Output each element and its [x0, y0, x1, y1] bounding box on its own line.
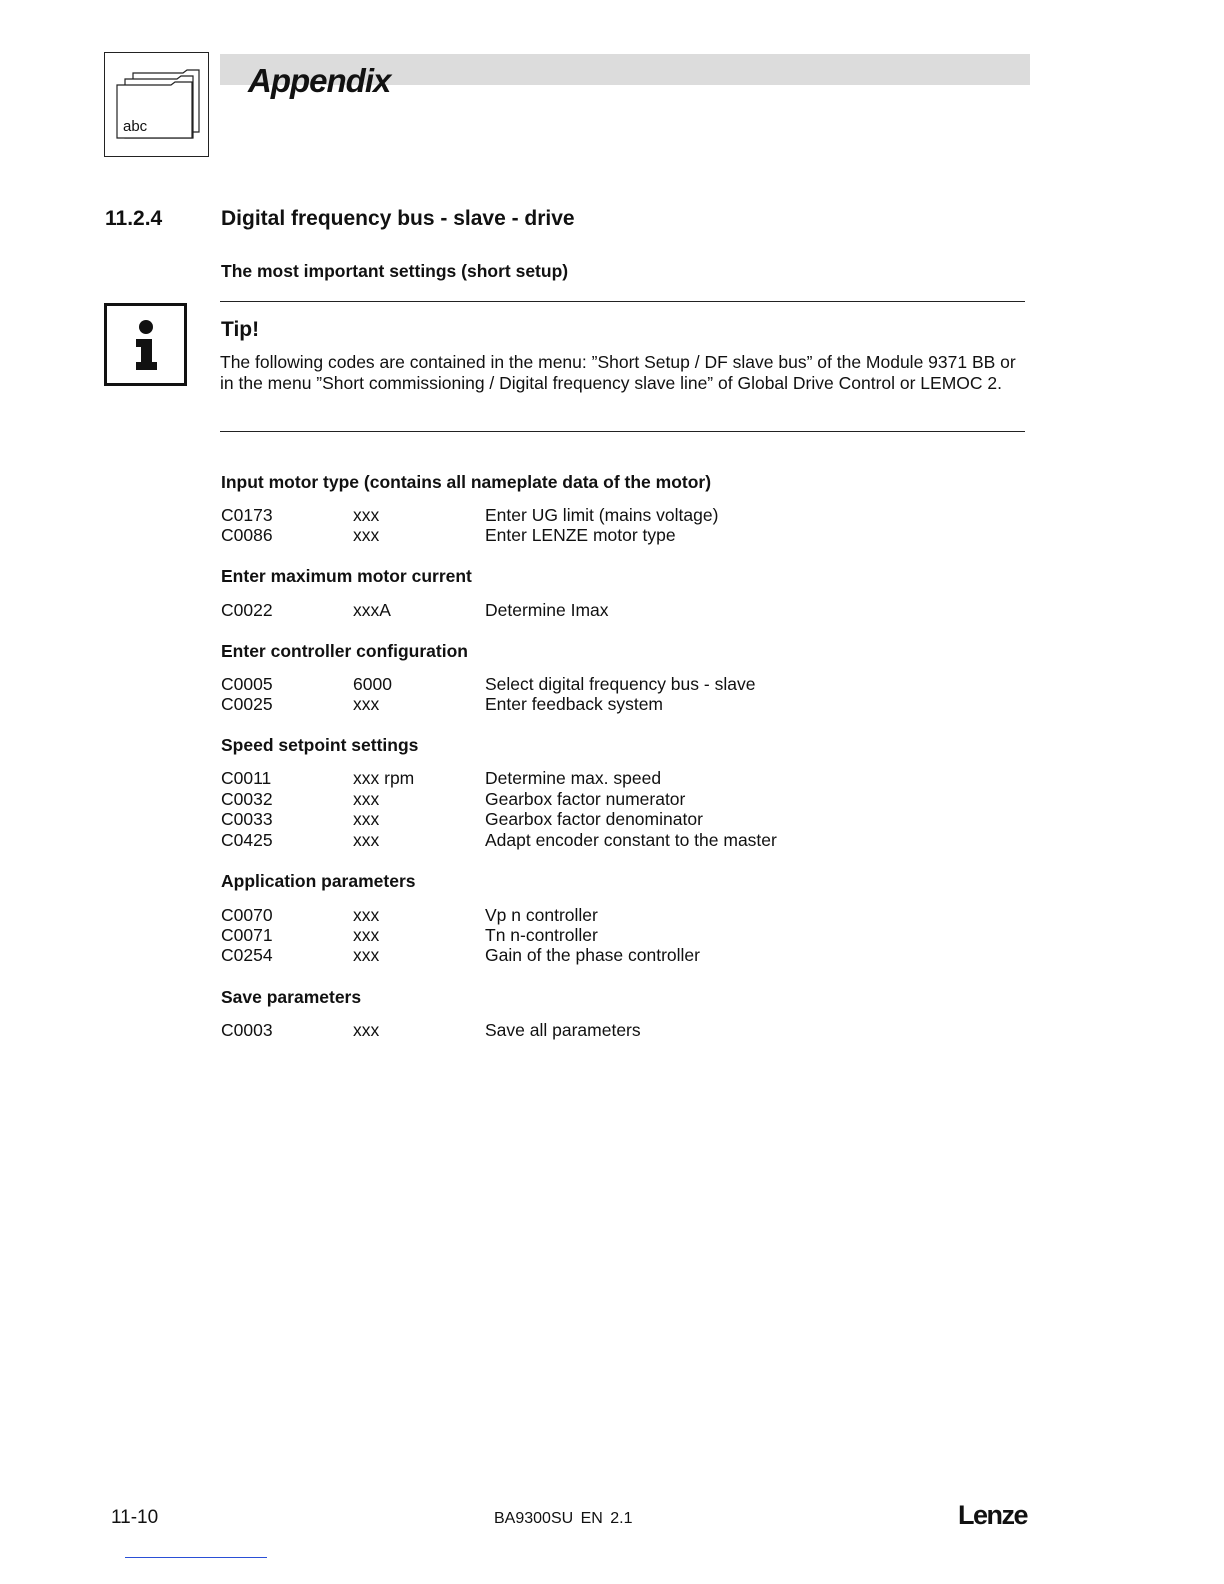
param-desc: Gain of the phase controller — [485, 945, 700, 965]
param-value: 6000 — [353, 674, 392, 694]
group-heading-controller-config: Enter controller configuration — [221, 641, 468, 661]
param-value: xxxA — [353, 600, 391, 620]
param-code: C0022 — [221, 600, 273, 620]
chapter-icon-label: abc — [123, 118, 148, 135]
footer-link-underline — [125, 1557, 267, 1558]
param-code: C0425 — [221, 830, 273, 850]
param-desc: Determine Imax — [485, 600, 609, 620]
param-code: C0070 — [221, 905, 273, 925]
param-code: C0173 — [221, 505, 273, 525]
param-desc: Save all parameters — [485, 1020, 641, 1040]
param-desc: Enter UG limit (mains voltage) — [485, 505, 719, 525]
divider-top — [220, 301, 1025, 302]
group-heading-motor-type: Input motor type (contains all nameplate data of the motor) — [221, 472, 712, 492]
param-code: C0011 — [221, 768, 272, 788]
group-heading-speed-setpoint: Speed setpoint settings — [221, 735, 419, 755]
param-code: C0003 — [221, 1020, 273, 1040]
tip-title: Tip! — [221, 318, 260, 341]
param-value: xxx — [353, 525, 380, 545]
param-code: C0254 — [221, 945, 273, 965]
param-value: xxx — [353, 925, 380, 945]
param-desc: Gearbox factor numerator — [485, 789, 686, 809]
param-code: C0086 — [221, 525, 273, 545]
param-desc: Enter feedback system — [485, 694, 663, 714]
param-code: C0032 — [221, 789, 273, 809]
param-desc: Select digital frequency bus - slave — [485, 674, 756, 694]
param-value: xxx — [353, 694, 380, 714]
brand-logo: Lenze — [958, 1500, 1028, 1530]
param-value: xxx — [353, 789, 380, 809]
folder-stack-icon — [105, 53, 210, 158]
param-desc: Vp n controller — [485, 905, 598, 925]
page-number: 11-10 — [111, 1507, 159, 1528]
divider-bottom — [220, 431, 1025, 432]
chapter-title: Appendix — [248, 62, 391, 99]
param-value: xxx — [353, 505, 380, 525]
param-code: C0071 — [221, 925, 273, 945]
param-desc: Adapt encoder constant to the master — [485, 830, 777, 850]
section-number: 11.2.4 — [105, 207, 163, 230]
tip-text: The following codes are contained in the menu: ”Short Setup / DF slave bus” of the Module 9371 BB or in the menu ”Short commissioning / Digital frequency slave line” of Global Drive Control or LEMOC 2. — [220, 352, 1016, 393]
param-value: xxx — [353, 809, 380, 829]
param-desc: Enter LENZE motor type — [485, 525, 676, 545]
group-heading-application: Application parameters — [221, 871, 416, 891]
param-desc: Tn n-controller — [485, 925, 598, 945]
group-heading-motor-current: Enter maximum motor current — [221, 566, 472, 586]
document-id: BA9300SU EN 2.1 — [494, 1510, 633, 1527]
section-title: Digital frequency bus - slave - drive — [221, 207, 575, 230]
param-value: xxx — [353, 1020, 380, 1040]
section-subtitle: The most important settings (short setup) — [221, 261, 569, 281]
param-desc: Gearbox factor denominator — [485, 809, 703, 829]
info-icon — [104, 303, 187, 386]
param-code: C0025 — [221, 694, 273, 714]
param-desc: Determine max. speed — [485, 768, 662, 788]
info-glyph-icon — [107, 306, 184, 383]
param-value: xxx rpm — [353, 768, 415, 788]
param-value: xxx — [353, 945, 380, 965]
group-heading-save: Save parameters — [221, 987, 362, 1007]
param-code: C0005 — [221, 674, 273, 694]
chapter-icon — [104, 52, 209, 157]
param-value: xxx — [353, 830, 380, 850]
param-code: C0033 — [221, 809, 273, 829]
param-value: xxx — [353, 905, 380, 925]
